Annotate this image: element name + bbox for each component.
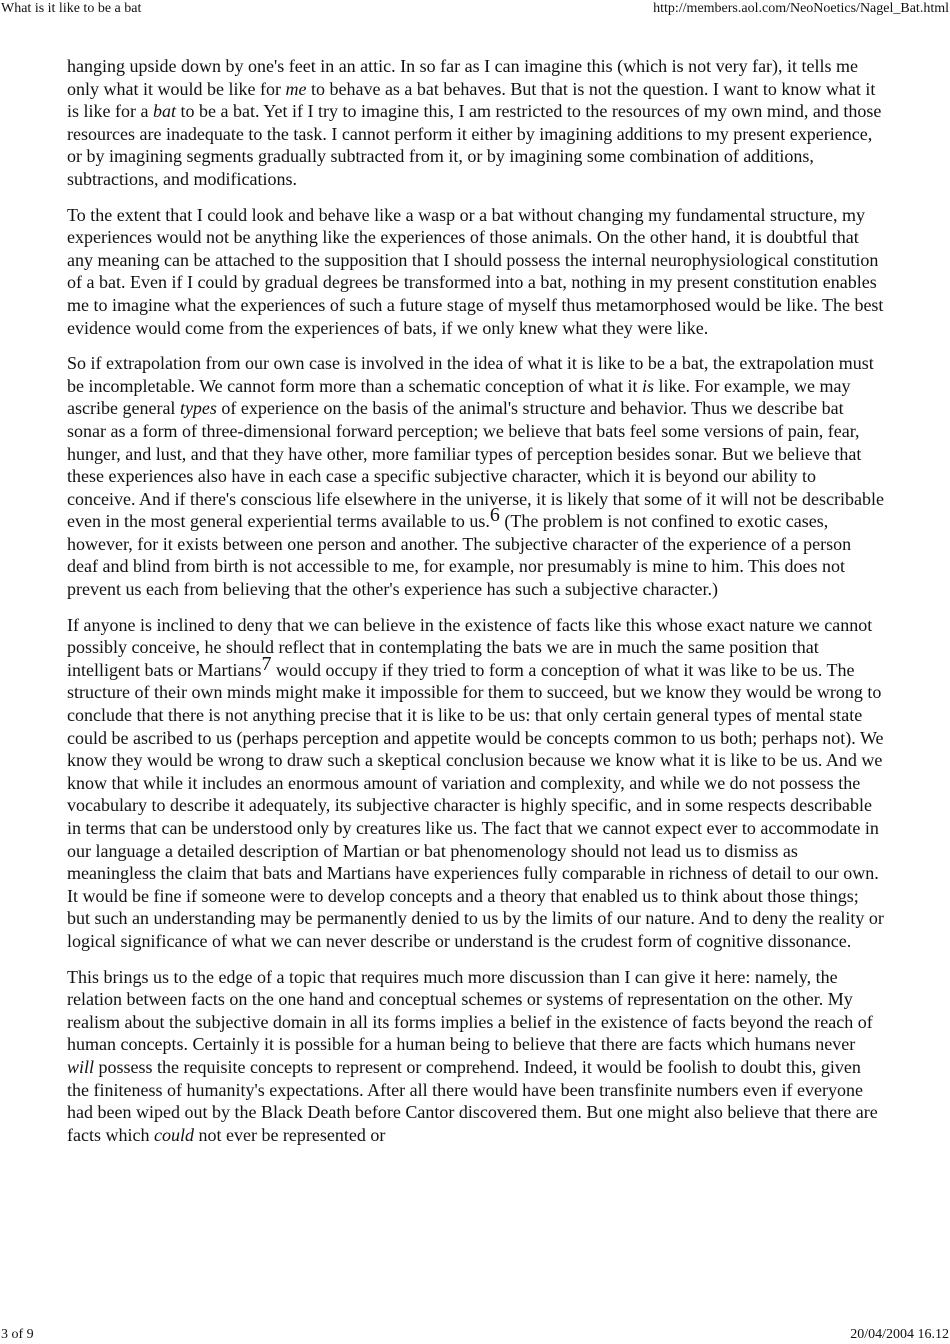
paragraph-4: If anyone is inclined to deny that we can believe in the existence of facts like this whose exact nature we cannot possibly conceive, he should reflect that in contemplating the bats we are in much the same position that intelligent bats or Martians$^7$ would occupy if they tried to form a conception of what it was like to be us. The structure of their own minds might make it impossible for them to succeed, but we know they would be wrong to conclude that there is not anything precise that it is like to be us: that only certain general types of mental state could be ascribed to us (perhaps perception and appetite would be concepts common to us both; perhaps not). We know they would be wrong to draw such a skeptical conclusion because we know what it is like to be us. And we know that while it includes an enormous amount of variation and complexity, and while we do not possess the vocabulary to describe it adequately, its subjective character is highly specific, and in some respects describable in terms that can be understood only by creatures like us. The fact that we cannot expect ever to accommodate in our language a detailed description of Martian or bat phenomenology should not lead us to dismiss as meaningless the claim that bats and Martians have experiences fully comparable in richness of detail to our own. It would be fine if someone were to develop concepts and a theory that enabled us to think about those things; but such an understanding may be permanently denied to us by the limits of our nature. And to deny the reality or logical significance of what we can never describe or understand is the crudest form of cognitive dissonance. <box>67 614 884 951</box>
page-footer-page-number: 3 of 9 <box>1 1327 34 1342</box>
page-footer-datetime: 20/04/2004 16.12 <box>850 1327 949 1342</box>
paragraph-1: hanging upside down by one's feet in an attic. In so far as I can imagine this (which is not very far), it tells me only what it would be like for me to behave as a bat behaves. But that is not the question. I want to know what it is like for a bat to be a bat. Yet if I try to imagine this, I am restricted to the resources of my own mind, and those resources are inadequate to the task. I cannot perform it either by imagining additions to my present experience, or by imagining segments gradually subtracted from it, or by imagining some combination of additions, subtractions, and modifications. <box>67 56 882 189</box>
footnote-ref-7[interactable]: 7 <box>261 652 272 675</box>
paragraph-5: This brings us to the edge of a topic that requires much more discussion than I can give it here: namely, the relation between facts on the one hand and conceptual schemes or systems of representation on the other. My realism about the subjective domain in all its forms implies a belief in the existence of facts beyond the reach of human concepts. Certainly it is possible for a human being to believe that there are facts which humans never will possess the requisite concepts to represent or comprehend. Indeed, it would be foolish to doubt this, given the finiteness of humanity's expectations. After all there would have been transfinite numbers even if everyone had been wiped out by the Black Death before Cantor discovered them. But one might also believe that there are facts which could not ever be represented or <box>67 966 878 1145</box>
page-header-url[interactable]: http://members.aol.com/NeoNoetics/Nagel_Bat.html <box>653 1 949 16</box>
article-body <box>67 55 885 1146</box>
page-header-title: What is it like to be a bat <box>1 1 142 16</box>
paragraph-3: So if extrapolation from our own case is involved in the idea of what it is like to be a bat, the extrapolation must be incompletable. We cannot form more than a schematic conception of what it is like. For example, we may ascribe general types of experience on the basis of the animal's structure and behavior. Thus we describe bat sonar as a form of three-dimensional forward perception; we believe that bats feel some versions of pain, fear, hunger, and lust, and that they have other, more familiar types of perception besides sonar. But we believe that these experiences also have in each case a specific subjective character, which it is beyond our ability to conceive. And if there's conscious life elsewhere in the universe, it is likely that some of it will not be describable even in the most general experiential terms available to us.$^6$ (The problem is not confined to exotic cases, however, for it exists between one person and another. The subjective character of the experience of a person deaf and blind from birth is not accessible to me, for example, nor presumably is mine to him. This does not prevent us each from believing that the other's experience has such a subjective character.) <box>67 353 885 600</box>
footnote-ref-6[interactable]: 6 <box>489 504 500 527</box>
paragraph-2: To the extent that I could look and behave like a wasp or a bat without changing my fundamental structure, my experiences would not be anything like the experiences of those animals. On the other hand, it is doubtful that any meaning can be attached to the supposition that I should possess the internal neurophysiological constitution of a bat. Even if I could by gradual degrees be transformed into a bat, nothing in my present constitution enables me to imagine what the experiences of such a future stage of myself thus metamorphosed would be like. The best evidence would come from the experiences of bats, if we only knew what they were like. <box>67 204 884 338</box>
